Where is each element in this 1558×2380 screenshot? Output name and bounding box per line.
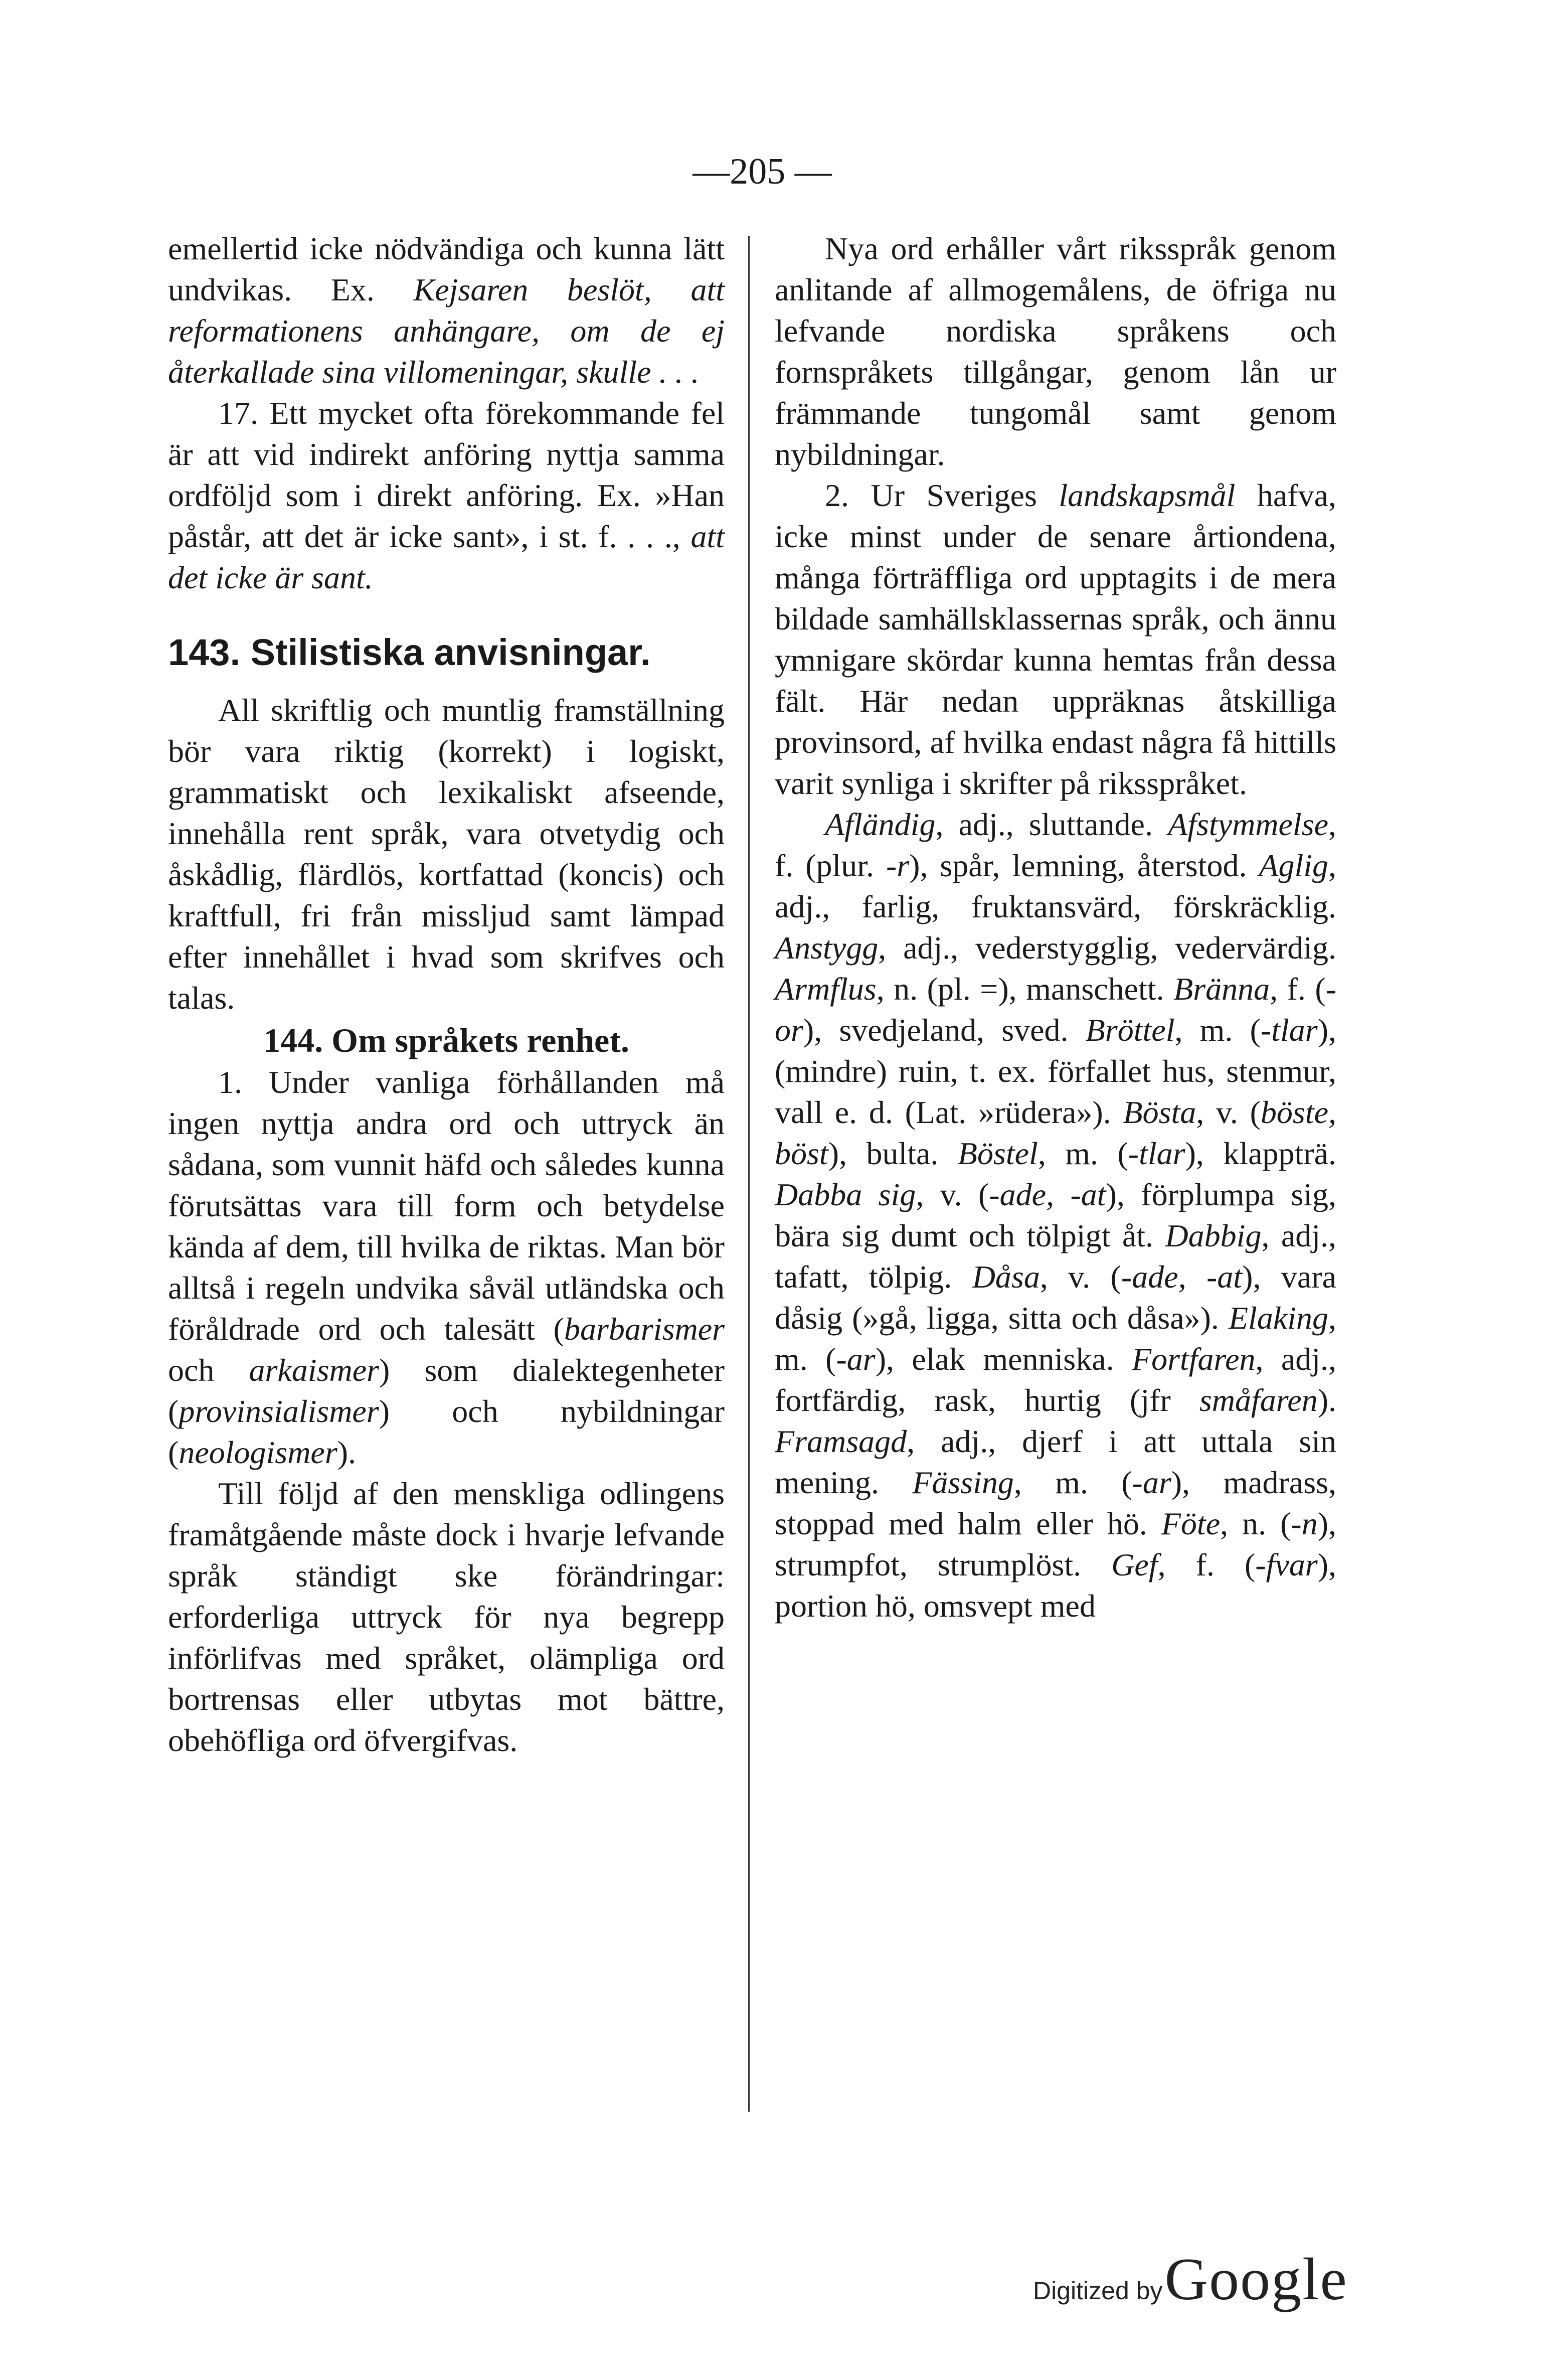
paragraph: Till följd af den menskliga odlingens framåtgående måste dock i hvarje lefvande språk ständigt ske förändringar: erforderliga uttryck för nya begrepp införlifvas med språket, olämpliga ord bortrensas eller utbytas mot bättre, obehöfliga ord öfvergifvas.	[168, 1476, 725, 1758]
paragraph-text: och	[168, 1352, 249, 1388]
paragraph-text: ).	[337, 1435, 357, 1470]
gloss-definition: ).	[1317, 1382, 1336, 1418]
gloss-definition: , m. (	[1174, 1012, 1261, 1048]
gloss-word: -ar	[1132, 1465, 1171, 1500]
gloss-definition: ), förplumpa sig, bära sig dumt och tölpigt åt.	[775, 1177, 1336, 1253]
paragraph	[775, 475, 1336, 804]
gloss-definition: , v. (	[1040, 1259, 1121, 1295]
gloss-word: -n	[1291, 1506, 1318, 1541]
gloss-word: Böstel	[957, 1136, 1038, 1171]
gloss-definition: ), elak menniska.	[875, 1341, 1132, 1377]
gloss-definition: ), (mindre) ruin, t. ex. förfallet hus, stenmur, vall e. d. (Lat. »rüdera»).	[775, 1012, 1337, 1130]
gloss-word: -ade, -at	[1121, 1259, 1243, 1295]
gloss-definition: ), bulta.	[828, 1136, 958, 1171]
gloss-definition: , adj., sluttande.	[935, 807, 1168, 842]
gloss-word: Föte	[1161, 1506, 1221, 1541]
gloss-word: Bösta	[1123, 1094, 1196, 1130]
gloss-word: småfaren	[1199, 1382, 1318, 1418]
paragraph-text: hafva, icke minst under de senare årtiondena, många förträffliga ord upptagits i de mera bildade samhällsklassernas språk, och ännu ymnigare skördar kunna hemtas från dessa fält. Här nedan uppräknas åtskilliga provinsord, af hvilka endast några få hittills varit synliga i skrifter på riksspråket.	[775, 478, 1336, 801]
gloss-definition: ), portion hö, omsvept med	[775, 1547, 1336, 1624]
term: landskapsmål	[1059, 478, 1236, 513]
gloss-word: Dåsa	[972, 1259, 1040, 1295]
section-heading-143: 143. Stilistiska anvisningar.	[168, 631, 651, 673]
gloss-word: Dabbig	[1165, 1218, 1262, 1253]
gloss-definition: , f. (	[1157, 1547, 1256, 1582]
term: barbarismer	[564, 1311, 725, 1347]
gloss-word: Fortfaren	[1131, 1341, 1256, 1377]
gloss-definition: ), madrass, stoppad med halm eller hö.	[775, 1465, 1336, 1541]
gloss-definition: ), spår, lemning, återstod.	[909, 848, 1259, 883]
gloss-definition: ), svedjeland, sved.	[803, 1012, 1086, 1048]
glossary-paragraph	[775, 804, 1336, 1627]
gloss-word: -ar	[836, 1341, 876, 1377]
gloss-definition: ), strumpfot, strumplöst.	[775, 1506, 1337, 1582]
gloss-word: Bränna	[1173, 971, 1270, 1007]
gloss-word: -r	[886, 848, 910, 883]
paragraph-text: ) och nybildningar (	[168, 1393, 725, 1470]
paragraph-text: 17. Ett mycket ofta förekommande fel är att vid indirekt anföring nyttja samma ordföljd som i direkt anföring. Ex. »Han påstår, att det är icke sant», i st. f. . . .,	[168, 395, 725, 554]
paragraph-text: 1. Under vanliga förhållanden må ingen nyttja andra ord och uttryck än sådana, som vunnit häfd och således kunna förutsättas vara till form och betydelse kända af dem, till hvilka de riktas. Man bör alltså i regeln undvika såväl utländska och föråldrade ord och talesätt (	[168, 1064, 725, 1347]
term: arkaismer	[249, 1352, 379, 1388]
gloss-definition: , adj., vederstygglig, vedervärdig.	[878, 930, 1336, 966]
page-number: —205 —	[693, 151, 832, 192]
gloss-word: Anstygg	[775, 930, 879, 966]
gloss-word: Framsagd	[775, 1423, 907, 1459]
gloss-word: Dabba sig	[775, 1177, 916, 1212]
example-text: Kejsaren beslöt, att reformationens anhängare, om de ej återkallade sina villomeningar, skulle . . .	[168, 272, 725, 390]
paragraph-text: emellertid icke nödvändiga och kunna lätt undvikas. Ex.	[168, 231, 725, 307]
gloss-definition: , m. (	[775, 1300, 1336, 1377]
gloss-word: -or	[775, 971, 1337, 1048]
gloss-word: Armflus	[775, 971, 877, 1007]
gloss-word: -tlar	[1260, 1012, 1318, 1048]
gloss-definition: , f. (	[1270, 971, 1326, 1007]
digitized-label: Digitized by	[1033, 2277, 1163, 2305]
gloss-definition: , adj., djerf i att uttala sin mening.	[775, 1423, 1336, 1500]
paragraph-text: ) som dialektegenheter (	[168, 1352, 725, 1429]
gloss-word: -ade, -at	[989, 1177, 1106, 1212]
paragraph	[168, 228, 725, 393]
paragraph: Nya ord erhåller vårt riksspråk genom anlitande af allmogemålens, de öfriga nu lefvande nordiska språkens och fornspråkets tillgångar, genom lån ur främmande tungomål samt genom nybildningar.	[775, 231, 1336, 472]
gloss-word: Aglig	[1259, 848, 1329, 883]
section-heading-144: 144. Om språkets renhet.	[263, 1021, 629, 1059]
gloss-word: Elaking	[1228, 1300, 1328, 1336]
paragraph-text: 2. Ur Sveriges	[825, 478, 1059, 513]
paragraph	[168, 1062, 725, 1473]
gloss-word: Fässing	[912, 1465, 1014, 1500]
gloss-definition: , n. (pl. =), manschett.	[876, 971, 1174, 1007]
paragraph: All skriftlig och muntlig framställning bör vara riktig (korrekt) i logiskt, grammatiskt och lexikaliskt afseende, innehålla rent språk, vara otvetydig och åskådlig, flärdlös, kortfattad (koncis) och kraftfull, fri från missljud samt lämpad efter innehållet i hvad som skrifves och talas.	[168, 692, 725, 1016]
example-text: att det icke är sant.	[168, 519, 725, 595]
gloss-word: böste, böst	[775, 1094, 1336, 1171]
gloss-word: Gef	[1111, 1547, 1158, 1582]
gloss-definition: ), vara dåsig (»gå, ligga, sitta och dåsa»).	[775, 1259, 1337, 1336]
left-column	[168, 228, 725, 1761]
gloss-definition: , v. (	[916, 1177, 989, 1212]
gloss-definition: , f. (plur.	[775, 807, 1336, 883]
gloss-word: Afländig	[825, 807, 936, 842]
gloss-definition: , m. (	[1013, 1465, 1132, 1500]
gloss-word: -tlar	[1128, 1136, 1185, 1171]
digitized-by-google-watermark	[1033, 2245, 1348, 2314]
right-column	[775, 228, 1336, 1627]
paragraph	[168, 393, 725, 598]
gloss-definition: , n. (	[1220, 1506, 1291, 1541]
gloss-definition: ), klappträ.	[1185, 1136, 1336, 1171]
gloss-definition: , v. (	[1196, 1094, 1261, 1130]
gloss-definition: , adj., tafatt, tölpig.	[775, 1218, 1337, 1295]
google-logo: Google	[1164, 2246, 1348, 2312]
gloss-definition: , adj., fortfärdig, rask, hurtig (jfr	[775, 1341, 1337, 1418]
term: neologismer	[179, 1435, 337, 1470]
column-divider	[748, 236, 750, 2112]
term: provinsialismer	[179, 1393, 379, 1429]
gloss-word: Afstymmelse	[1168, 807, 1328, 842]
gloss-word: Bröttel	[1085, 1012, 1175, 1048]
gloss-definition: , adj., farlig, fruktansvärd, förskräcklig.	[775, 848, 1337, 924]
gloss-definition: , m. (	[1037, 1136, 1128, 1171]
gloss-word: -fvar	[1255, 1547, 1318, 1582]
